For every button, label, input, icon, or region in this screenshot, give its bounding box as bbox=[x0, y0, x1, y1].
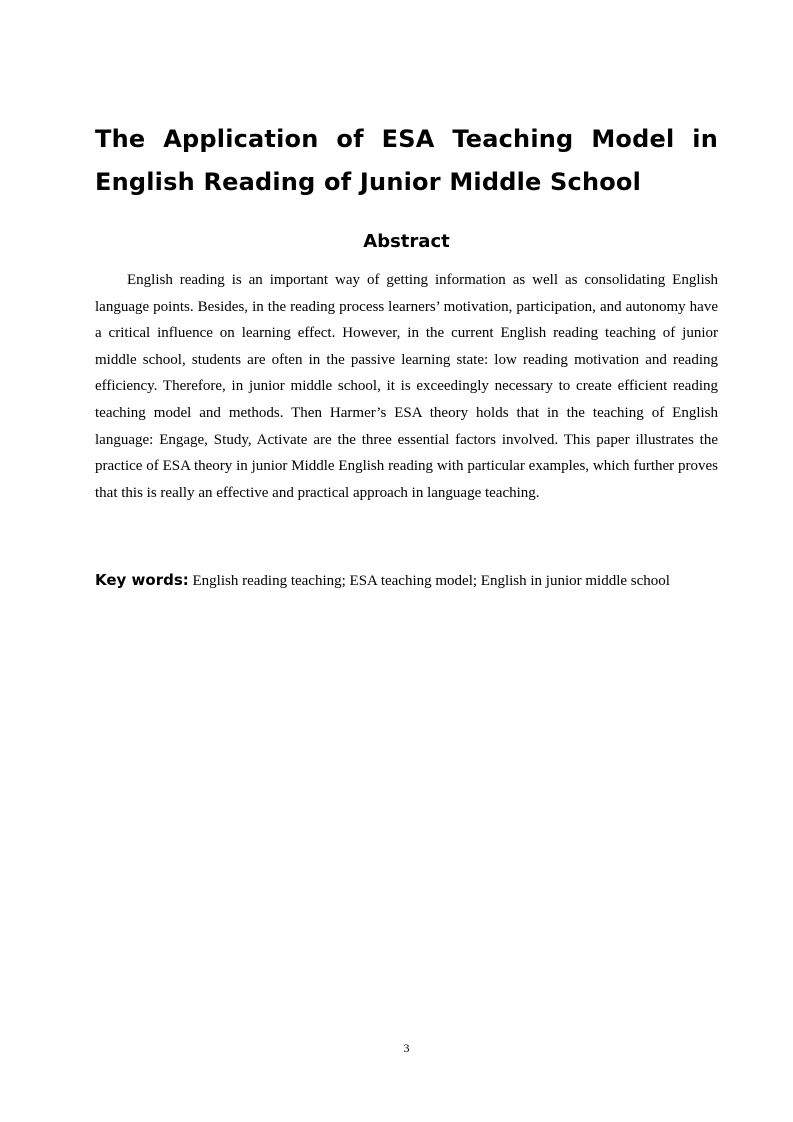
abstract-heading: Abstract bbox=[363, 231, 450, 252]
paper-title: The Application of ESA Teaching Model in English Reading of Junior Middle School bbox=[95, 125, 718, 196]
keywords-label: Key words: bbox=[95, 571, 189, 589]
abstract-body: English reading is an important way of getting information as well as consolidating English language points. Besides, in the reading process learners’ motivation, participation, and autonomy have a critical influence on learning effect. However, in the current English reading teaching of junior middle school, students are often in the passive learning state: low reading motivation and reading efficiency. Therefore, in junior middle school, it is exceedingly necessary to create efficient reading teaching model and methods. Then Harmer’s ESA theory holds that in the teaching of English language: Engage, Study, Activate are the three essential factors involved. This paper illustrates the practice of ESA theory in junior Middle English reading with particular examples, which further proves that this is really an effective and practical approach in language teaching. bbox=[95, 272, 718, 501]
page-number: 3 bbox=[403, 1041, 410, 1055]
keywords-text: English reading teaching; ESA teaching model; English in junior middle school bbox=[192, 573, 670, 589]
keywords-line bbox=[95, 567, 735, 594]
